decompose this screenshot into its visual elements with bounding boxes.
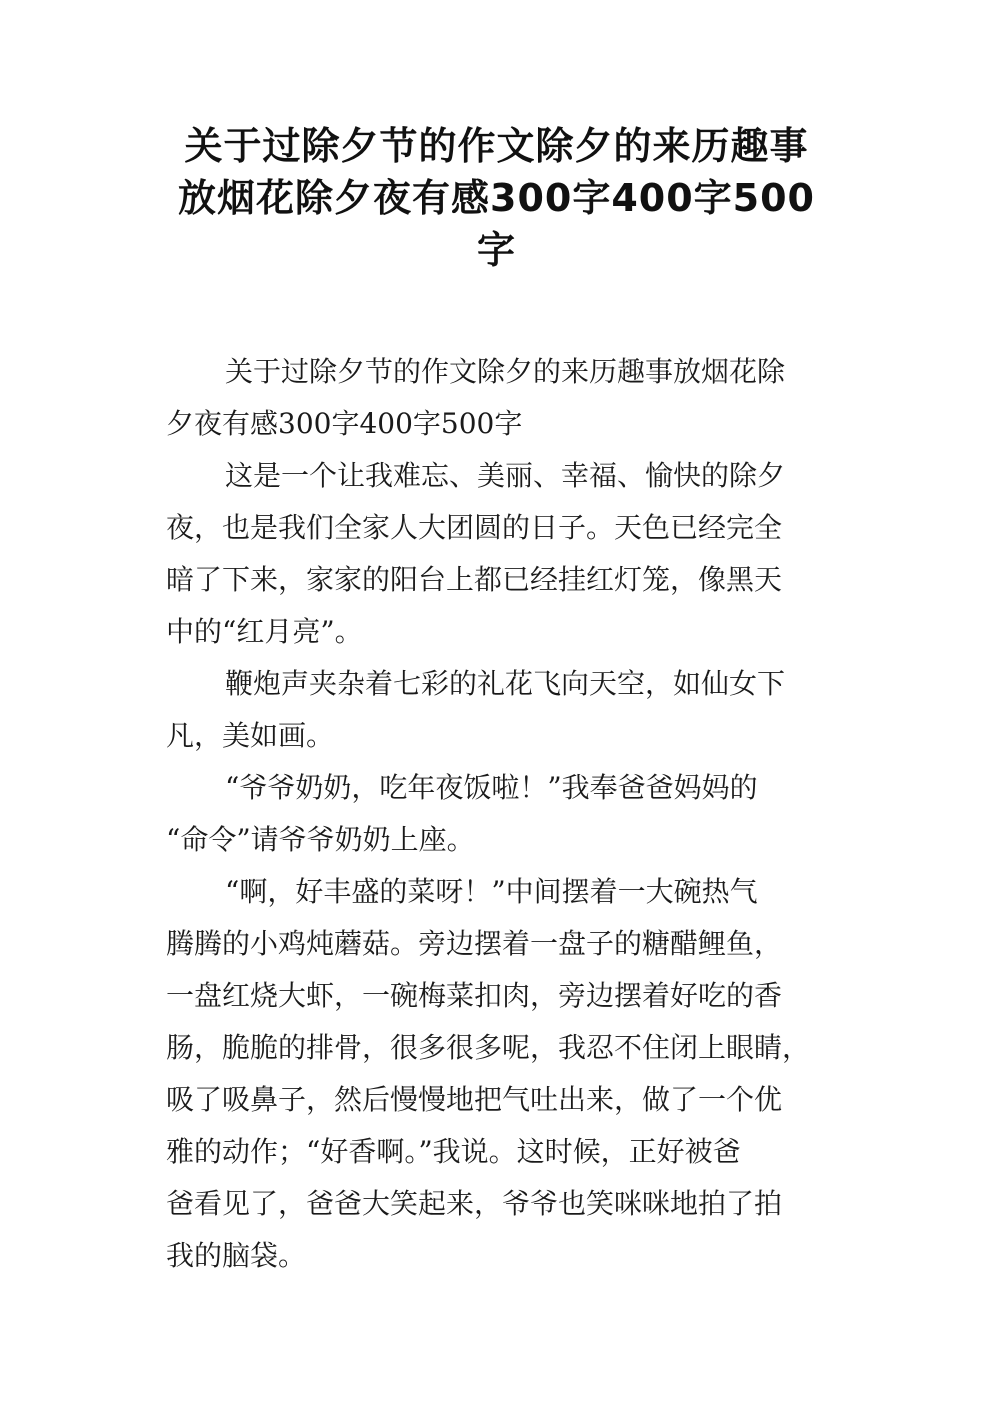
document-title (150, 120, 843, 276)
title-line: 字 (476, 228, 516, 272)
paragraph-line: 中的“红月亮”。 (166, 615, 363, 648)
paragraph-line: 暗了下来，家家的阳台上都已经挂红灯笼，像黑天 (166, 563, 783, 596)
paragraph-line: 吸了吸鼻子，然后慢慢地把气吐出来，做了一个优 (166, 1083, 783, 1116)
paragraph-line: “啊，好丰盛的菜呀！”中间摆着一大碗热气 (225, 875, 758, 908)
paragraph-line: 肠，脆脆的排骨，很多很多呢，我忍不住闭上眼睛， (166, 1031, 811, 1064)
paragraph-fireworks (166, 658, 838, 762)
paragraph-line: 这是一个让我难忘、美丽、幸福、愉快的除夕 (225, 459, 786, 492)
paragraph-line: 关于过除夕节的作文除夕的来历趣事放烟花除 (225, 355, 786, 388)
paragraph-intro (166, 346, 838, 450)
paragraph-line: 雅的动作；“好香啊。”我说。这时候，正好被爸 (166, 1135, 741, 1168)
title-line: 关于过除夕节的作文除夕的来历趣事 (184, 124, 809, 168)
title-line: 放烟花除夕夜有感300字400字500 (178, 176, 815, 220)
paragraph-new-year-eve (166, 450, 838, 658)
paragraph-line: 凡，美如画。 (166, 719, 335, 752)
paragraph-line: 腾腾的小鸡炖蘑菇。旁边摆着一盘子的糖醋鲤鱼， (166, 927, 783, 960)
paragraph-line: 爸看见了，爸爸大笑起来，爷爷也笑咪咪地拍了拍 (166, 1187, 783, 1220)
paragraph-line: “命令”请爷爷奶奶上座。 (166, 823, 475, 856)
paragraph-line: “爷爷奶奶，吃年夜饭啦！”我奉爸爸妈妈的 (225, 771, 758, 804)
paragraph-line: 我的脑袋。 (166, 1239, 307, 1272)
paragraph-line: 夜，也是我们全家人大团圆的日子。天色已经完全 (166, 511, 783, 544)
paragraph-line: 鞭炮声夹杂着七彩的礼花飞向天空，如仙女下 (225, 667, 786, 700)
paragraph-dinner-call (166, 762, 838, 866)
paragraph-line: 一盘红烧大虾，一碗梅菜扣肉，旁边摆着好吃的香 (166, 979, 783, 1012)
document-body (166, 346, 838, 1282)
paragraph-feast (166, 866, 838, 1282)
paragraph-line: 夕夜有感300字400字500字 (166, 407, 523, 440)
